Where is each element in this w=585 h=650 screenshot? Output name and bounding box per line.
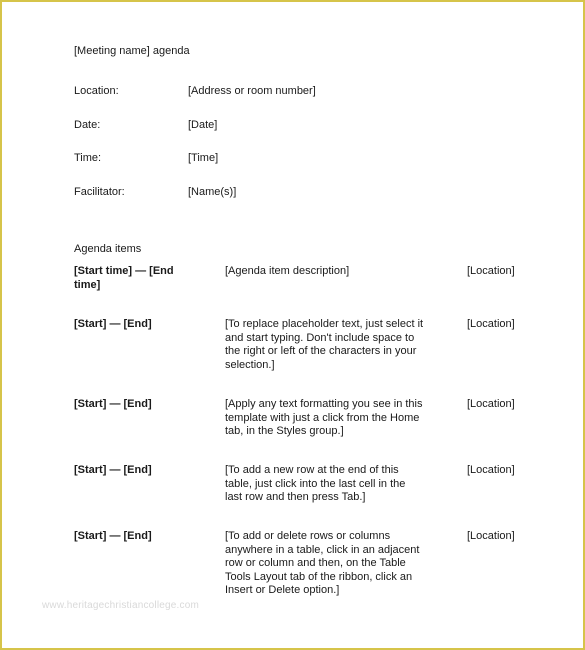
agenda-item-time: [Start] — [End] — [74, 398, 152, 410]
detail-value-time: [Time] — [188, 152, 219, 164]
agenda-item-description: [To add or delete rows or columns anywhere in a table, click in an adjacent row or column and then, on the Table Tools Layout tab of the ribbon, click an Insert or Delete option.] — [225, 530, 420, 596]
agenda-item-description: [Apply any text formatting you see in this template with just a click from the Home tab, in the Styles group.] — [225, 398, 423, 437]
agenda-item-time: [Start] — [End] — [74, 530, 152, 542]
agenda-heading: Agenda items — [74, 243, 142, 255]
detail-label-facilitator: Facilitator: — [74, 186, 125, 198]
detail-label-date: Date: — [74, 119, 101, 131]
detail-value-date: [Date] — [188, 119, 218, 131]
agenda-item-location: [Location] — [467, 464, 515, 476]
agenda-item-location: [Location] — [467, 265, 515, 277]
detail-label-location: Location: — [74, 85, 119, 97]
detail-value-location: [Address or room number] — [188, 85, 316, 97]
agenda-item-location: [Location] — [467, 398, 515, 410]
agenda-item-time: [Start] — [End] — [74, 318, 152, 330]
watermark: www.heritagechristiancollege.com — [42, 600, 200, 611]
agenda-item-time: [Start] — [End] — [74, 464, 152, 476]
agenda-item-location: [Location] — [467, 530, 515, 542]
agenda-item-description: [Agenda item description] — [225, 265, 350, 277]
agenda-item-time: [Start time] — [End time] — [74, 265, 174, 291]
agenda-item-location: [Location] — [467, 318, 515, 330]
detail-label-time: Time: — [74, 152, 102, 164]
agenda-item-description: [To add a new row at the end of this table, just click into the last cell in the last row and then press Tab.] — [225, 464, 406, 503]
document-title: [Meeting name] agenda — [74, 45, 190, 57]
agenda-item-description: [To replace placeholder text, just select it and start typing. Don't include space to the right or left of the characters in your selection.] — [225, 318, 424, 371]
detail-value-facilitator: [Name(s)] — [188, 186, 237, 198]
